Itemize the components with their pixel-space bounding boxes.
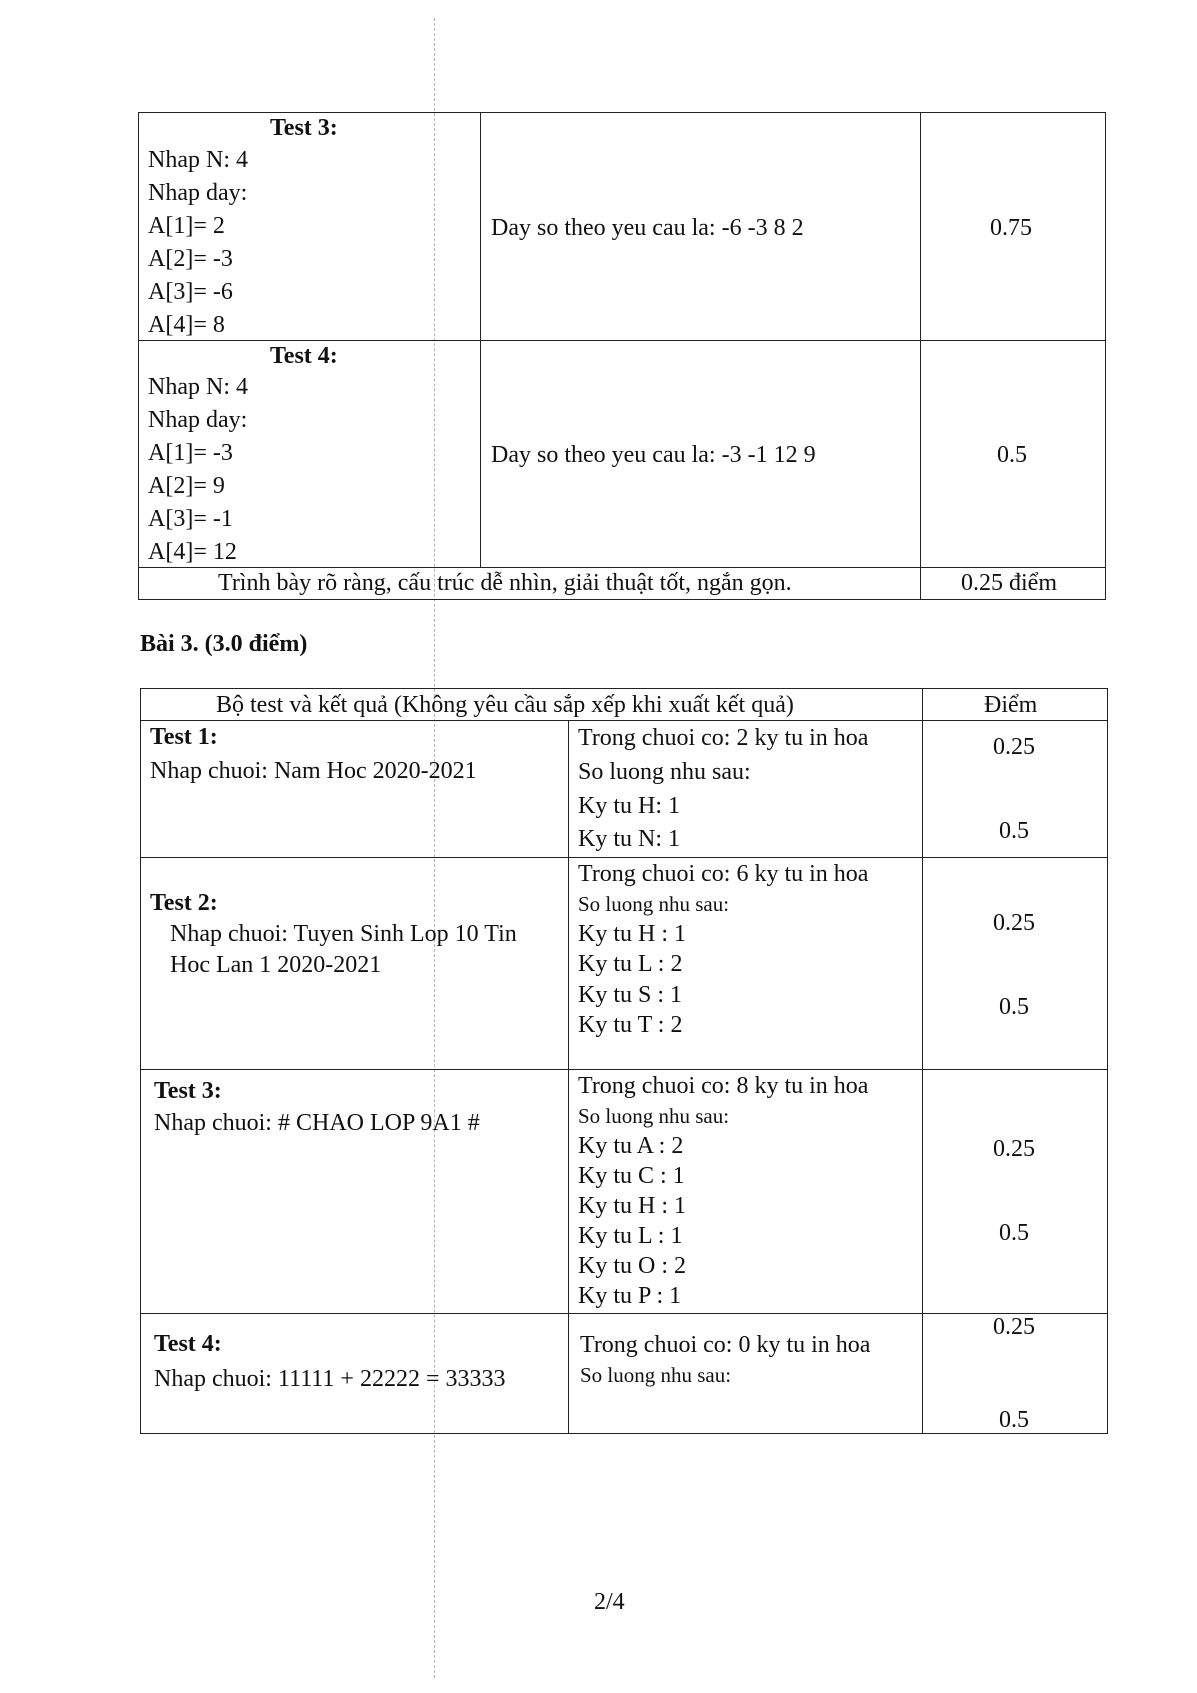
result-item: Ky tu H : 1	[578, 921, 686, 947]
input-line: A[2]= -3	[148, 246, 233, 272]
input-line: A[3]= -6	[148, 279, 233, 305]
result-item: Ky tu L : 1	[578, 1223, 683, 1249]
test-score: 0.5	[999, 1220, 1029, 1246]
result-item: Ky tu P : 1	[578, 1283, 682, 1309]
test-input: Nhap chuoi: Nam Hoc 2020-2021	[150, 758, 477, 784]
test-score: 0.5	[997, 442, 1027, 468]
input-line: A[4]= 8	[148, 312, 225, 338]
test-input: Nhap chuoi: # CHAO LOP 9A1 #	[154, 1110, 480, 1136]
test-title: Test 3:	[270, 115, 338, 141]
input-line: Nhap N: 4	[148, 147, 248, 173]
test-score: 0.25	[993, 1314, 1035, 1340]
section-heading: Bài 3. (3.0 điểm)	[140, 631, 308, 657]
result-item: Ky tu H : 1	[578, 1193, 686, 1219]
criteria-score: 0.25 điểm	[961, 570, 1057, 596]
input-line: A[1]= 2	[148, 213, 225, 239]
test-score: 0.25	[993, 910, 1035, 936]
page-number: 2/4	[594, 1589, 625, 1615]
input-line: Nhap day:	[148, 407, 248, 433]
result-item: Ky tu S : 1	[578, 982, 683, 1008]
test-score: 0.5	[999, 818, 1029, 844]
test-title: Test 4:	[270, 343, 338, 369]
criteria-text: Trình bày rõ ràng, cấu trúc dễ nhìn, giải thuật tốt, ngắn gọn.	[218, 570, 792, 596]
test-input-list	[148, 145, 248, 340]
result-summary: Trong chuoi co: 0 ky tu in hoa	[580, 1332, 871, 1358]
result-item: Ky tu O : 2	[578, 1253, 686, 1279]
test-score: 0.5	[999, 1407, 1029, 1433]
test-score: 0.75	[990, 215, 1032, 241]
test-score: 0.25	[993, 734, 1035, 760]
result-summary: Trong chuoi co: 8 ky tu in hoa	[578, 1073, 869, 1099]
result-item: Ky tu H: 1	[578, 793, 680, 819]
test-input-list	[148, 372, 248, 567]
input-line: A[3]= -1	[148, 506, 233, 532]
result-label: So luong nhu sau:	[580, 1363, 732, 1387]
test-input: Hoc Lan 1 2020-2021	[170, 952, 382, 978]
test-input: Nhap chuoi: Tuyen Sinh Lop 10 Tin	[170, 921, 517, 947]
input-line: Nhap N: 4	[148, 374, 248, 400]
test-input: Nhap chuoi: 11111 + 22222 = 33333	[154, 1366, 506, 1392]
test-title: Test 1:	[150, 724, 218, 750]
result-item: Ky tu L : 2	[578, 951, 683, 977]
test-output: Day so theo yeu cau la: -6 -3 8 2	[491, 215, 804, 241]
table-header-score: Điểm	[984, 692, 1038, 718]
test-title: Test 2:	[150, 890, 218, 916]
result-item: Ky tu C : 1	[578, 1163, 685, 1189]
result-label: So luong nhu sau:	[578, 1104, 730, 1128]
test-title: Test 4:	[154, 1331, 222, 1357]
input-line: A[1]= -3	[148, 440, 233, 466]
result-item: Ky tu N: 1	[578, 826, 680, 852]
input-line: A[2]= 9	[148, 473, 225, 499]
result-label: So luong nhu sau:	[578, 759, 751, 785]
result-item: Ky tu T : 2	[578, 1012, 683, 1038]
table-header-main: Bộ test và kết quả (Không yêu cầu sắp xếp khi xuất kết quả)	[216, 692, 794, 718]
test-title: Test 3:	[154, 1078, 222, 1104]
result-label: So luong nhu sau:	[578, 892, 730, 916]
test-score: 0.25	[993, 1136, 1035, 1162]
test-output: Day so theo yeu cau la: -3 -1 12 9	[491, 442, 816, 468]
test-score: 0.5	[999, 994, 1029, 1020]
result-item: Ky tu A : 2	[578, 1133, 684, 1159]
result-summary: Trong chuoi co: 2 ky tu in hoa	[578, 725, 869, 751]
input-line: A[4]= 12	[148, 539, 237, 565]
input-line: Nhap day:	[148, 180, 248, 206]
result-summary: Trong chuoi co: 6 ky tu in hoa	[578, 861, 869, 887]
